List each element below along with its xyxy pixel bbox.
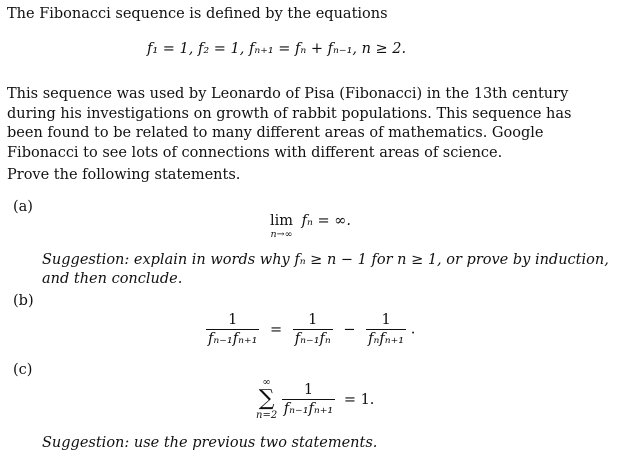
sum-sigma: ∑ xyxy=(258,386,275,411)
fraction-3-denominator: fₙfₙ₊₁ xyxy=(368,331,405,347)
part-c-label: (c) xyxy=(13,362,33,378)
prompt-text: Prove the following statements. xyxy=(7,167,241,183)
sum-fraction-denominator: fₙ₋₁fₙ₊₁ xyxy=(283,401,334,417)
fraction-2-numerator: 1 xyxy=(308,312,318,328)
period: . xyxy=(410,321,416,338)
part-c-equation xyxy=(256,378,374,421)
fraction-1-denominator: fₙ₋₁fₙ₊₁ xyxy=(208,331,258,347)
part-b-label: (b) xyxy=(13,293,34,309)
summation xyxy=(256,378,277,421)
part-b-equation xyxy=(206,312,415,347)
history-paragraph: This sequence was used by Leonardo of Pisa (Fibonacci) in the 13th century during his investigations on growth of rabbit populations. This sequence has been found to be related to many different areas of mathematics. Google Fibonacci to see lots of connections with different areas of science. xyxy=(7,86,572,161)
fraction-1 xyxy=(206,312,259,347)
sum-fraction-numerator: 1 xyxy=(303,382,314,398)
sum-upper-limit: ∞ xyxy=(262,377,271,388)
fraction-1-numerator: 1 xyxy=(228,312,238,328)
part-a-suggestion: Suggestion: explain in words why fₙ ≥ n − 1 for n ≥ 1, or prove by induction, and then conclude. xyxy=(42,252,609,287)
intro-text: The Fibonacci sequence is defined by the equations xyxy=(7,6,388,22)
limit-operator: lim xyxy=(270,213,294,229)
limit-rest: fₙ = ∞. xyxy=(301,213,351,229)
definition-equation: f₁ = 1, f₂ = 1, fₙ₊₁ = fₙ + fₙ₋₁, n ≥ 2. xyxy=(147,41,407,57)
limit-subscript: n→∞ xyxy=(270,229,293,240)
part-c-suggestion: Suggestion: use the previous two statements. xyxy=(42,435,378,451)
part-a-label: (a) xyxy=(13,199,33,215)
fraction-2-denominator: fₙ₋₁fₙ xyxy=(294,331,331,347)
sum-fraction xyxy=(282,382,335,417)
fraction-3 xyxy=(366,312,406,347)
part-a-equation xyxy=(270,214,351,241)
sum-lower-limit: n=2 xyxy=(256,410,278,421)
minus-sign: − xyxy=(343,321,356,338)
equals-sign: = xyxy=(270,321,283,338)
sum-result: = 1. xyxy=(343,391,375,408)
fraction-3-numerator: 1 xyxy=(381,312,391,328)
fraction-2 xyxy=(293,312,333,347)
